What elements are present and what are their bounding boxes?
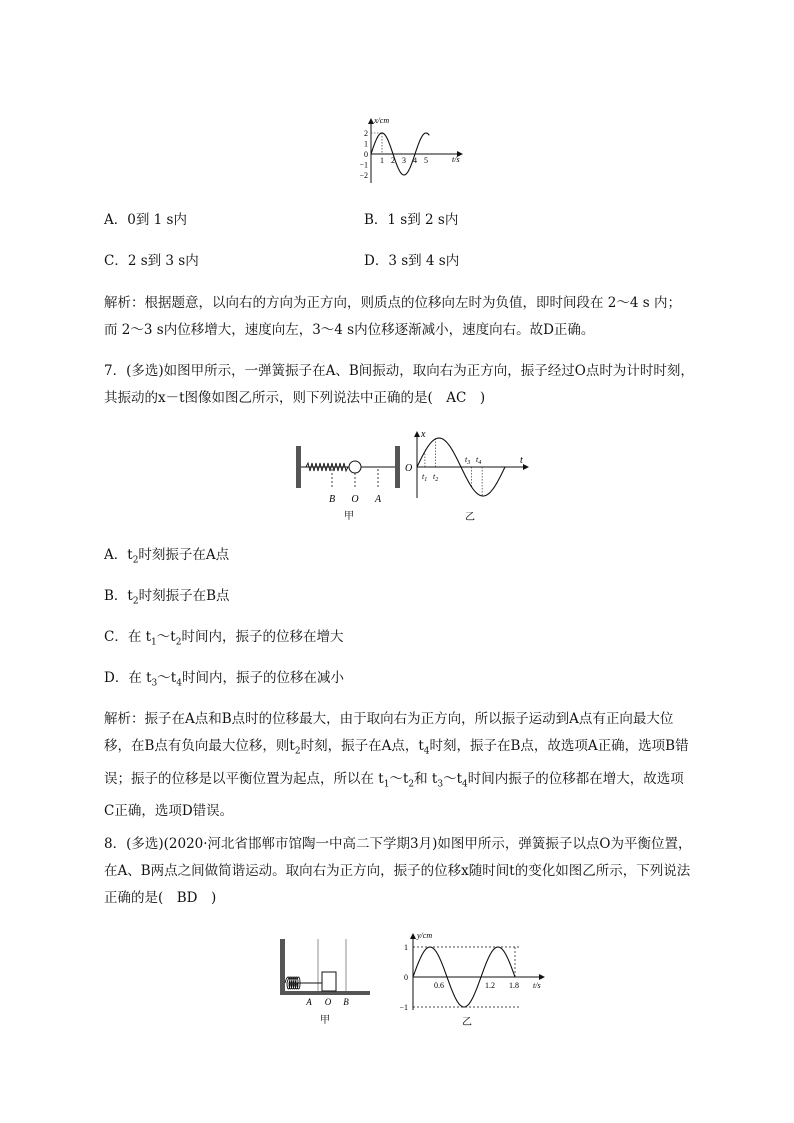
q8-yi-y-m1: −1 <box>399 1003 408 1012</box>
q8-figure-jia <box>276 935 376 1027</box>
q7-exp-s5: 3 <box>437 779 444 790</box>
q7-label-o: O <box>351 494 359 505</box>
fig6-xt-graph <box>340 115 470 187</box>
q7-c-sub1: 1 <box>151 637 157 648</box>
fig6-x-tick-2: 3 <box>402 156 406 165</box>
q7-left-wall <box>296 446 301 488</box>
q7-oscillator-ball <box>349 461 361 473</box>
q7-exp-p6: ～t <box>443 770 463 787</box>
q8-figure-yi <box>390 930 550 1027</box>
q7-caption-yi: 乙 <box>465 512 475 522</box>
q8-label-b: B <box>343 997 349 1007</box>
q6-explanation: 解析：根据题意，以向右的方向为正方向，则质点的位移向左时为负值，即时间段在 2～4 s 内；而 2～3 s内位移增大，速度向左，3～4 s内位移逐渐减小，速度向右。故D正确。 <box>104 295 681 338</box>
q7-a-sub: 2 <box>132 555 139 566</box>
t3-sub: 3 <box>467 460 471 466</box>
q7-d-mid: ～t <box>157 670 177 686</box>
fig6-x-ticks <box>380 156 428 165</box>
q8-floor <box>280 991 370 995</box>
q8-stem: 8．(多选)(2020·河北省邯郸市馆陶一中高二下学期3月)如图甲所示，弹簧振子以点O为平衡位置，在A、B两点之间做简谐运动。取向右为正方向，振子的位移x随时间t的变化如图乙所示，下列说法正确的是( BD ) <box>104 836 692 906</box>
t4-label: t <box>476 455 479 464</box>
q7-yi-origin: O <box>405 463 413 474</box>
q7-figure-jia <box>292 440 412 522</box>
fig6-y-tick-0: 2 <box>364 129 368 138</box>
q7-yi-t-labels <box>422 455 481 483</box>
q8-yi-y-label: y/cm <box>417 931 433 940</box>
q7-d-sub2: 4 <box>176 678 182 689</box>
q6-option-b: B．1 s到 2 s内 <box>364 212 459 228</box>
q7-explanation <box>104 706 694 825</box>
fig6-y-tick-1: 1 <box>364 139 368 149</box>
q7-caption-jia: 甲 <box>344 511 354 522</box>
t2-sub: 2 <box>435 477 439 483</box>
q7-exp-s2: 4 <box>423 746 430 757</box>
q7-exp-p5: 和 t <box>414 770 438 787</box>
q7-d-pre: D．在 t <box>104 670 152 686</box>
fig6-x-tick-1: 2 <box>391 156 395 165</box>
q8-label-o: O <box>324 997 332 1007</box>
fig6-y-tick-2: 0 <box>364 150 368 159</box>
q8-caption-yi: 乙 <box>462 1017 472 1027</box>
q7-exp-s3: 1 <box>383 779 390 790</box>
q7-exp-p4: ～t <box>389 770 409 787</box>
q8-caption-jia: 甲 <box>320 1015 330 1026</box>
svg-text:t1 <box>422 472 427 483</box>
fig6-x-label: t/s <box>452 155 460 164</box>
svg-text:t2 <box>433 472 438 483</box>
q8-label-a: A <box>306 997 312 1007</box>
q7-label-a: A <box>374 494 382 505</box>
q8-yi-x-18: 1.8 <box>509 981 519 990</box>
q8-left-wall <box>280 939 285 995</box>
t1-label: t <box>422 472 425 481</box>
q7-option-d <box>104 668 344 694</box>
fig6-x-tick-3: 4 <box>413 156 417 165</box>
t3-label: t <box>465 455 468 464</box>
q6-option-a: A．0到 1 s内 <box>104 212 187 228</box>
svg-text:t4 <box>476 455 481 466</box>
q7-d-sub1: 3 <box>151 678 158 689</box>
q7-stem: 7．(多选)如图甲所示，一弹簧振子在A、B间振动，取向右为正方向，振子经过O点时为计时时刻，其振动的x－t图像如图乙所示，则下列说法中正确的是( AC ) <box>104 363 694 406</box>
fig6-x-tick-0: 1 <box>380 156 384 165</box>
q7-option-b <box>104 586 230 612</box>
q8-yi-x-06: 0.6 <box>434 981 444 990</box>
q7-c-pre: C．在 t <box>104 629 152 645</box>
q8-yi-y-1: 1 <box>404 943 408 952</box>
q7-b-post: 时刻振子在B点 <box>138 588 230 604</box>
q7-c-post: 时间内，振子的位移在增大 <box>181 629 344 645</box>
q7-exp-p3: 时刻，振子在B点，故选项A正确，选项B错误；振子的位移是以平衡位置为起点，所以在 t <box>104 738 689 787</box>
t2-label: t <box>433 472 436 481</box>
q7-exp-p2: 时刻，振子在A点，t <box>300 738 424 754</box>
q7-exp-s1: 2 <box>294 746 301 757</box>
q6-option-c: C．2 s到 3 s内 <box>104 253 199 269</box>
fig6-y-label: x/cm <box>374 116 390 125</box>
q7-a-pre: A．t <box>104 547 133 563</box>
fig6-y-tick-4: −2 <box>359 171 368 180</box>
q8-block <box>322 972 336 991</box>
q7-exp-p1: 解析：振子在A点和B点时的位移最大，由于取向右为正方向，所以振子运动到A点有正向最大位移，在B点有负向最大位移，则t <box>104 711 674 754</box>
q7-c-mid: ～t <box>156 629 176 645</box>
fig6-y-ticks <box>359 129 368 180</box>
q7-a-post: 时刻振子在A点 <box>138 547 230 563</box>
q7-exp-s6: 4 <box>462 779 468 790</box>
q6-option-d: D．3 s到 4 s内 <box>364 253 460 269</box>
q7-label-b: B <box>328 494 336 505</box>
q8-yi-y-0: 0 <box>404 973 408 982</box>
fig6-y-tick-3: −1 <box>359 160 368 170</box>
q7-d-post: 时间内，振子的位移在减小 <box>181 670 344 686</box>
q7-option-c <box>104 627 343 653</box>
q8-yi-x-12: 1.2 <box>485 981 495 990</box>
q7-c-sub2: 2 <box>175 637 182 648</box>
q8-yi-x-label: t/s <box>533 981 541 990</box>
q7-b-sub: 2 <box>132 596 139 607</box>
svg-text:t3 <box>465 455 470 466</box>
q7-b-pre: B．t <box>104 588 133 604</box>
fig6-x-tick-4: 5 <box>424 156 428 165</box>
t4-sub: 4 <box>478 460 482 466</box>
fig6-dashed-guides <box>371 133 382 154</box>
q7-yi-x-label: x <box>421 429 426 440</box>
q7-figure-yi <box>400 426 535 522</box>
t1-sub: 1 <box>424 477 428 483</box>
q8-spring <box>285 977 322 989</box>
q7-yi-t-label: t <box>520 455 523 466</box>
q7-exp-s4: 2 <box>408 779 415 790</box>
q7-exp-p7: 时间内振子的位移都在增大，故选项C正确，选项D错误。 <box>104 770 684 820</box>
q7-option-a <box>104 545 229 571</box>
